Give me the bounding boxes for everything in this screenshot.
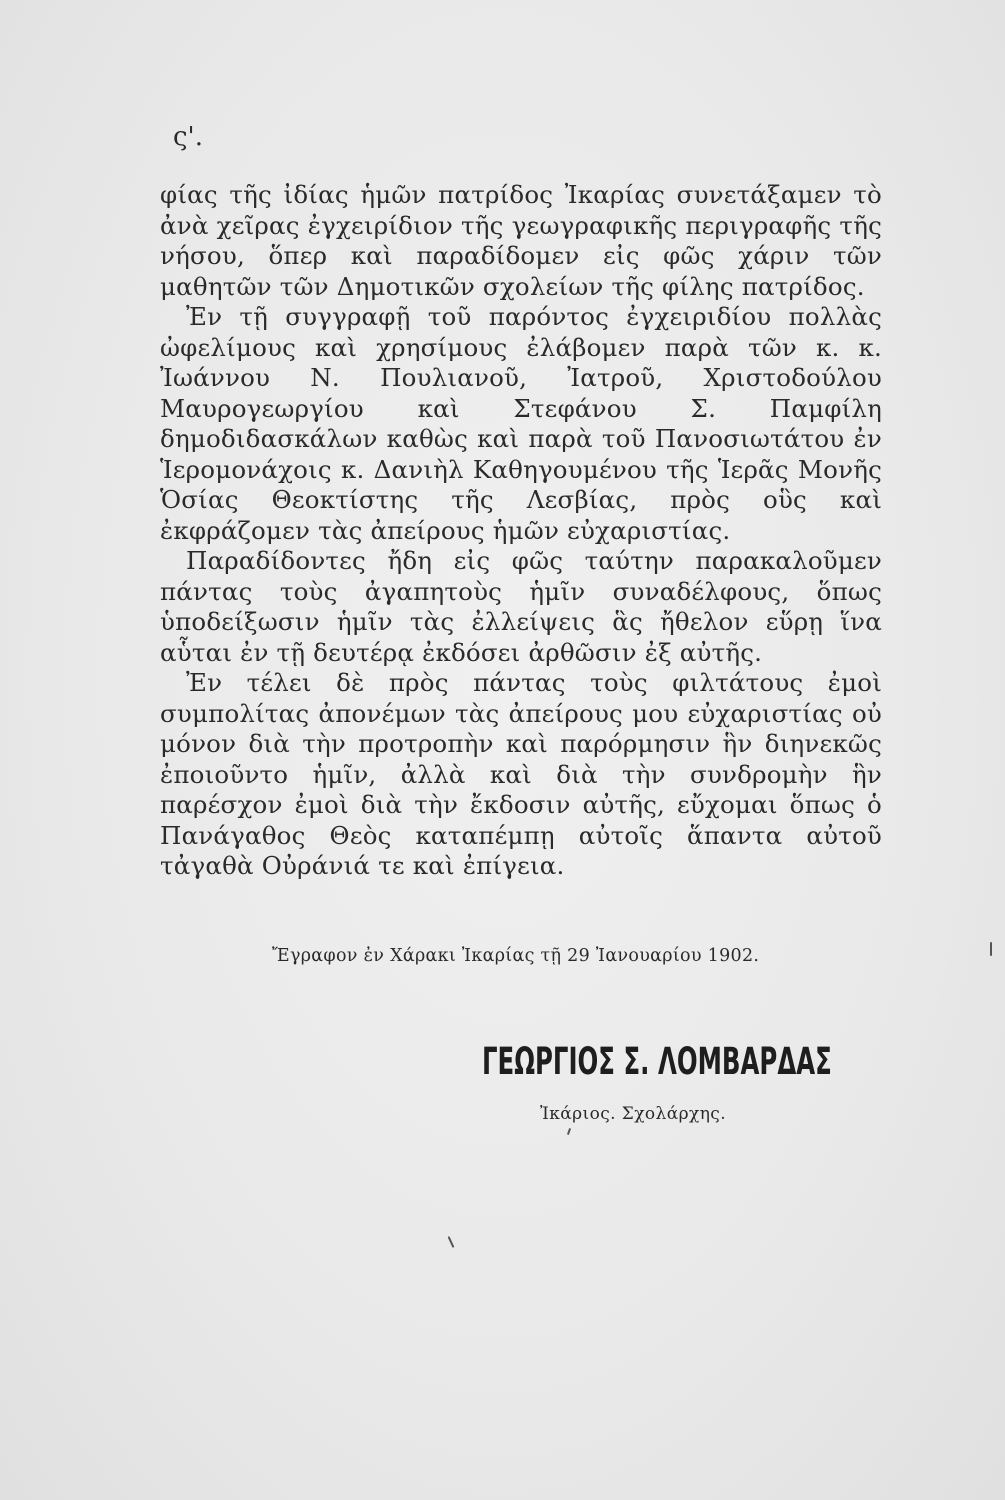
- paragraph-4: Ἐν τέλει δὲ πρὸς πάντας τοὺς φιλτάτους ἐμοὶ συμπολίτας ἀπονέμων τὰς ἀπείρους μου εὐχαριστίας οὐ μόνον διὰ τὴν προτροπὴν καὶ παρόρμησιν ἣν διηνεκῶς ἐποιοῦντο ἡμῖν, ἀλλὰ καὶ διὰ τὴν συνδρομὴν ἣν παρέσχον ἐμοὶ διὰ τὴν ἔκδοσιν αὐτῆς, εὔχομαι ὅπως ὁ Πανάγαθος Θεὸς καταπέμπῃ αὐτοῖς ἅπαντα αὐτοῦ τἀγαθὰ Οὐράνιά τε καὶ ἐπίγεια.: [160, 668, 882, 880]
- paragraph-2: Ἐν τῇ συγγραφῇ τοῦ παρόντος ἐγχειριδίου πολλὰς ὠφελίμους καὶ χρησίμους ἐλάβομεν παρὰ τῶν κ. κ. Ἰωάννου Ν. Πουλιανοῦ, Ἰατροῦ, Χριστοδούλου Μαυρογεωργίου καὶ Στεφάνου Σ. Παμφίλη δημοδιδασκάλων καθὼς καὶ παρὰ τοῦ Πανοσιωτάτου ἐν Ἱερομονάχοις κ. Δανιὴλ Καθηγουμένου τῆς Ἱερᾶς Μονῆς Ὁσίας Θεοκτίστης τῆς Λεσβίας, πρὸς οὓς καὶ ἐκφράζομεν τὰς ἀπείρους ἡμῶν εὐχαριστίας.: [160, 302, 882, 545]
- paragraph-3: Παραδίδοντες ἤδη εἰς φῶς ταύτην παρακαλοῦμεν πάντας τοὺς ἀγαπητοὺς ἡμῖν συναδέλφους, ὅπως ὑποδείξωσιν ἡμῖν τὰς ἐλλείψεις ἃς ἤθελον εὕρῃ ἵνα αὗται ἐν τῇ δευτέρᾳ ἐκδόσει ἀρθῶσιν ἐξ αὐτῆς.: [160, 546, 882, 667]
- author-signature: ΓΕΩΡΓΙΟΣ Σ. ΛΟΜΒΑΡΔΑΣ: [482, 1040, 832, 1083]
- paper-speck: [448, 1236, 455, 1248]
- dateline: Ἔγραφον ἐν Χάρακι Ἰκαρίας τῇ 29 Ἰανουαρίου 1902.: [272, 946, 760, 966]
- body-text: [160, 180, 882, 882]
- paper-speck: [990, 942, 992, 956]
- author-title: Ἰκάριος. Σχολάρχης.: [540, 1104, 727, 1124]
- page-number: ς'.: [173, 122, 203, 152]
- paper-speck: [567, 1128, 571, 1135]
- paragraph-1: φίας τῆς ἰδίας ἡμῶν πατρίδος Ἰκαρίας συνετάξαμεν τὸ ἀνὰ χεῖρας ἐγχειρίδιον τῆς γεωγραφικῆς περιγραφῆς τῆς νήσου, ὅπερ καὶ παραδίδομεν εἰς φῶς χάριν τῶν μαθητῶν τῶν Δημοτικῶν σχολείων τῆς φίλης πατρίδος.: [160, 180, 882, 301]
